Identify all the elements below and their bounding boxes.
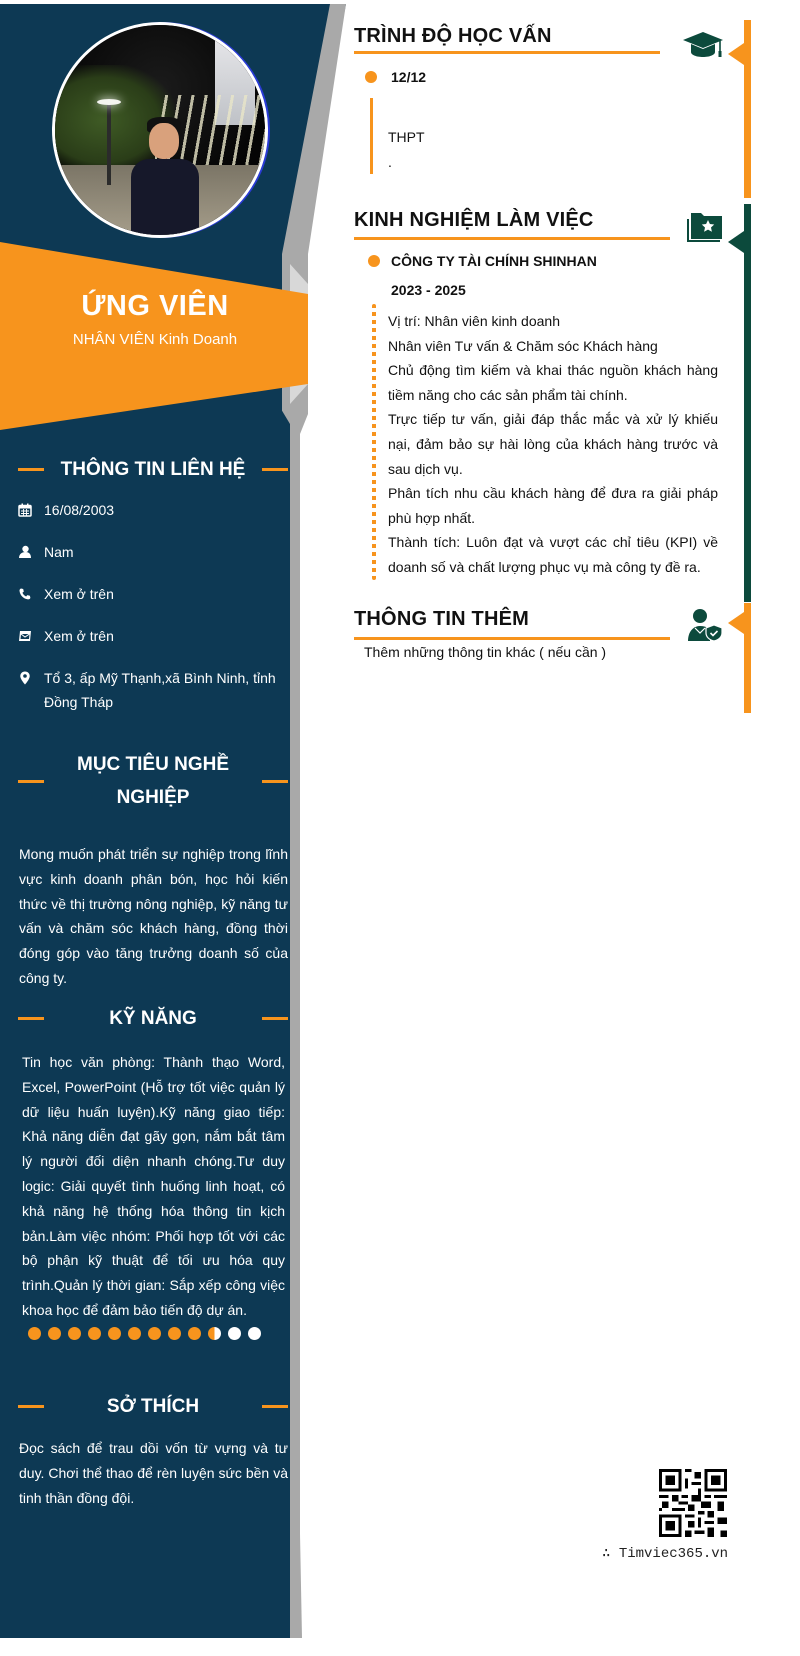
heading-dash-left xyxy=(18,468,44,471)
heading-dash-right xyxy=(262,1405,288,1408)
hobbies-text: Đọc sách để trau dồi vốn từ vựng và tư duy. Chơi thể thao để rèn luyện sức bền và tinh thần đồng đội. xyxy=(19,1440,288,1506)
rating-dot-filled xyxy=(168,1327,181,1340)
heading-dash-left xyxy=(18,1017,44,1020)
candidate-name: ỨNG VIÊN xyxy=(81,290,229,322)
experience-line: Trực tiếp tư vấn, giải đáp thắc mắc và xử lý khiếu nại, đảm bảo sự hài lòng của khách hàng trước và sau dịch vụ. xyxy=(388,411,718,477)
experience-line: Thành tích: Luôn đạt và vượt các chỉ tiêu (KPI) về doanh số và chất lượng phục vụ mà công ty đề ra. xyxy=(388,534,718,575)
objective-text: Mong muốn phát triển sự nghiệp trong lĩnh vực kinh doanh phân bón, học hỏi kiến thức về thị trường nông nghiệp, kỹ năng tư vấn và chăm sóc khách hàng, đồng thời đóng góp vào tăng trưởng doanh số của công ty. xyxy=(19,846,288,986)
timeline-bar-experience xyxy=(744,204,751,602)
contact-item-birthdate xyxy=(18,498,288,522)
heading-dash-right xyxy=(262,780,288,783)
candidate-title: NHÂN VIÊN Kinh Doanh xyxy=(72,331,238,348)
experience-line: Phân tích nhu cầu khách hàng để đưa ra giải pháp phù hợp nhất. xyxy=(388,485,718,526)
folder-star-icon xyxy=(686,211,724,248)
experience-company: CÔNG TY TÀI CHÍNH SHINHAN xyxy=(391,253,597,269)
hobbies-heading: SỞ THÍCH xyxy=(18,1390,288,1423)
experience-line: Vị trí: Nhân viên kinh doanh xyxy=(388,313,560,329)
timeline-bar-education xyxy=(744,20,751,198)
experience-dotted-line xyxy=(372,304,376,580)
contact-list xyxy=(18,498,288,732)
profile-photo xyxy=(52,22,268,238)
contact-birthdate: 16/08/2003 xyxy=(44,502,115,518)
qr-code[interactable] xyxy=(659,1469,727,1537)
rating-dot-filled xyxy=(108,1327,121,1340)
rating-dot-empty xyxy=(248,1327,261,1340)
contact-item-address xyxy=(18,666,288,714)
timeline-arrow-additional xyxy=(728,612,744,634)
timeline-arrow-experience xyxy=(728,231,744,253)
experience-heading: KINH NGHIỆM LÀM VIỆC xyxy=(354,209,594,231)
rating-dot-filled xyxy=(128,1327,141,1340)
profile-banner xyxy=(0,290,310,348)
education-school: THPT xyxy=(388,129,425,145)
experience-bullet xyxy=(368,255,380,267)
rating-dot-filled xyxy=(28,1327,41,1340)
education-period: 12/12 xyxy=(391,69,427,85)
heading-dash-right xyxy=(262,1017,288,1020)
calendar-icon xyxy=(18,498,44,522)
rating-dot-half xyxy=(208,1327,221,1340)
education-bullet xyxy=(365,71,377,83)
rating-dot-filled xyxy=(148,1327,161,1340)
additional-heading: THÔNG TIN THÊM xyxy=(354,608,530,630)
education-rule xyxy=(354,51,660,54)
contact-item-email[interactable] xyxy=(18,624,288,648)
heading-dash-left xyxy=(18,1405,44,1408)
envelope-icon xyxy=(18,624,44,648)
rating-dot-filled xyxy=(68,1327,81,1340)
experience-description xyxy=(388,309,718,580)
heading-dash-right xyxy=(262,468,288,471)
contact-gender: Nam xyxy=(44,544,74,560)
rating-dot-filled xyxy=(48,1327,61,1340)
education-note: . xyxy=(388,154,392,170)
contact-address: Tổ 3, ấp Mỹ Thạnh,xã Bình Ninh, tỉnh Đồng Tháp xyxy=(44,670,276,710)
objective-heading: MỤC TIÊU NGHỀ NGHIỆP xyxy=(18,748,288,814)
user-icon xyxy=(18,540,44,564)
education-heading: TRÌNH ĐỘ HỌC VẤN xyxy=(354,25,552,47)
rating-dot-empty xyxy=(228,1327,241,1340)
education-line xyxy=(370,98,373,174)
skills-heading: KỸ NĂNG xyxy=(18,1002,288,1035)
contact-heading: THÔNG TIN LIÊN HỆ xyxy=(18,453,288,486)
map-marker-icon xyxy=(18,666,44,690)
phone-icon xyxy=(18,582,44,606)
additional-text: Thêm những thông tin khác ( nếu cần ) xyxy=(364,644,607,660)
timeline-bar-additional xyxy=(744,603,751,713)
graduation-cap-icon xyxy=(682,30,724,65)
contact-item-phone[interactable] xyxy=(18,582,288,606)
contact-item-gender xyxy=(18,540,288,564)
rating-dot-filled xyxy=(88,1327,101,1340)
contact-phone: Xem ở trên xyxy=(44,586,114,602)
skill-rating xyxy=(28,1327,261,1340)
experience-period: 2023 - 2025 xyxy=(391,282,466,298)
experience-rule xyxy=(354,237,670,240)
user-shield-icon xyxy=(686,608,724,647)
experience-line: Chủ động tìm kiếm và khai thác nguồn khách hàng tiềm năng cho các sản phẩm tài chính. xyxy=(388,362,718,403)
contact-email: Xem ở trên xyxy=(44,628,114,644)
footer-brand[interactable]: ∴ Timviec365.vn xyxy=(602,1546,729,1562)
rating-dot-filled xyxy=(188,1327,201,1340)
heading-dash-left xyxy=(18,780,44,783)
timeline-arrow-education xyxy=(728,43,744,65)
experience-line: Nhân viên Tư vấn & Chăm sóc Khách hàng xyxy=(388,337,658,354)
skills-text: Tin học văn phòng: Thành thạo Word, Excel, PowerPoint (Hỗ trợ tốt việc quản lý dữ liệu huấn luyện).Kỹ năng giao tiếp: Khả năng diễn đạt gãy gọn, nắm bắt tâm lý người đối diện nhanh chóng.Tư duy logic: Giải quyết tình huống linh hoạt, có khả năng hệ thống hóa thông tin kịch bản.Làm việc nhóm: Phối hợp tốt với các bộ phận kỹ thuật để tối ưu hóa quy trình.Quản lý thời gian: Sắp xếp công việc khoa học để đảm bảo tiến độ dự án. xyxy=(22,1054,285,1318)
additional-rule xyxy=(354,637,670,640)
